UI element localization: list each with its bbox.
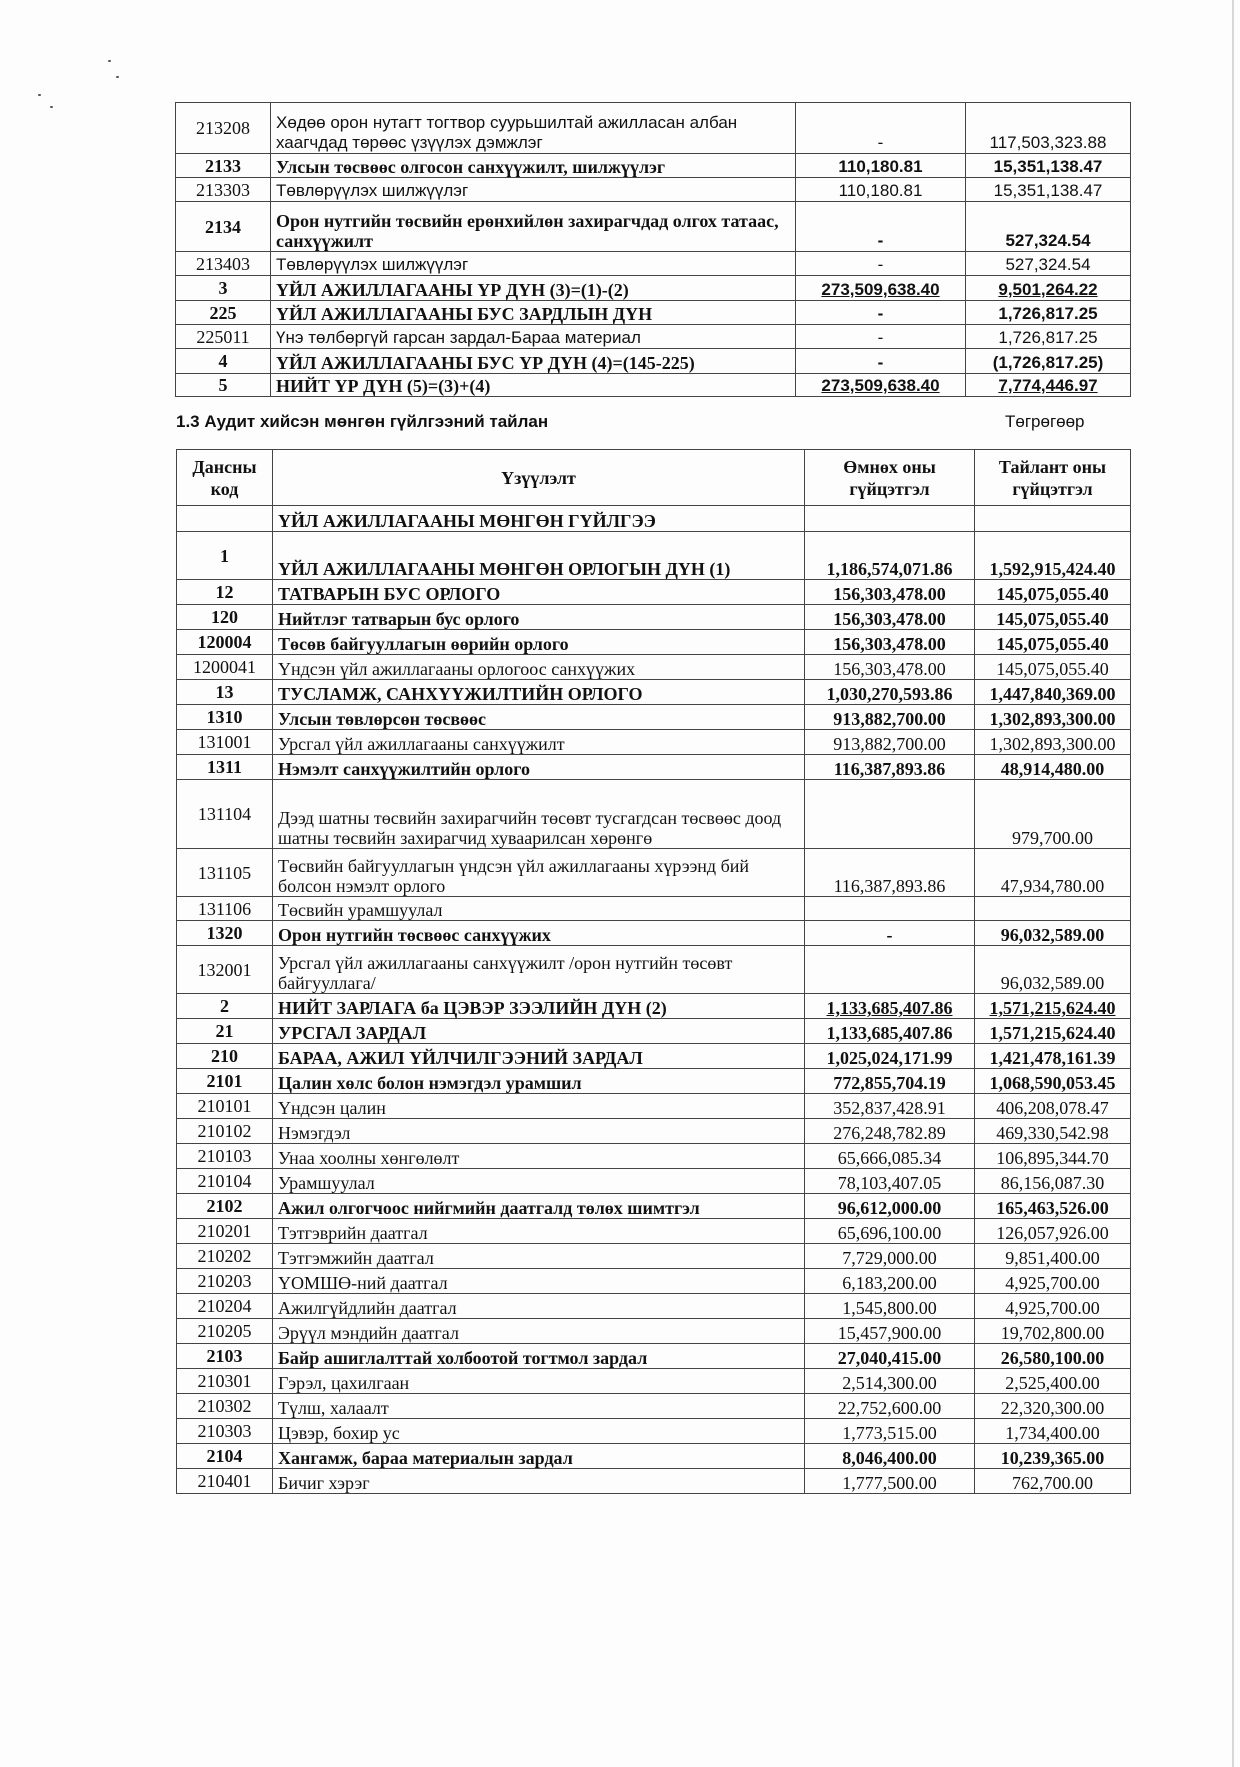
account-code-cell: 4 — [176, 349, 271, 374]
table-row — [177, 1219, 1131, 1244]
table-row — [177, 1169, 1131, 1194]
account-code-cell: 3 — [176, 276, 271, 301]
previous-year-cell: 273,509,638.40 — [796, 374, 966, 397]
description-cell: Тэтгэмжийн даатгал — [273, 1244, 805, 1269]
current-year-cell: 762,700.00 — [975, 1469, 1131, 1494]
table-row — [176, 325, 1131, 349]
header-indicator: Үзүүлэлт — [273, 450, 805, 506]
previous-year-cell: 156,303,478.00 — [805, 655, 975, 680]
description-cell: Нийтлэг татварын бус орлого — [273, 605, 805, 630]
table-row — [177, 921, 1131, 946]
previous-year-cell: 96,612,000.00 — [805, 1194, 975, 1219]
description-cell: БАРАА, АЖИЛ ҮЙЛЧИЛГЭЭНИЙ ЗАРДАЛ — [273, 1044, 805, 1069]
previous-year-cell: - — [796, 349, 966, 374]
account-code-cell: 210303 — [177, 1419, 273, 1444]
current-year-cell: 1,571,215,624.40 — [975, 1019, 1131, 1044]
account-code-cell: 210103 — [177, 1144, 273, 1169]
current-year-cell: 145,075,055.40 — [975, 580, 1131, 605]
account-code-cell: 2104 — [177, 1444, 273, 1469]
previous-year-cell: 110,180.81 — [796, 154, 966, 178]
description-cell: Байр ашиглалттай холбоотой тогтмол зардал — [273, 1344, 805, 1369]
description-cell: Урсгал үйл ажиллагааны санхүүжилт — [273, 730, 805, 755]
previous-year-cell: 352,837,428.91 — [805, 1094, 975, 1119]
previous-year-cell: - — [796, 202, 966, 252]
current-year-cell — [975, 506, 1131, 532]
description-cell: Хангамж, бараа материалын зардал — [273, 1444, 805, 1469]
description-cell: Гэрэл, цахилгаан — [273, 1369, 805, 1394]
previous-year-cell — [805, 897, 975, 921]
current-year-cell: 15,351,138.47 — [966, 178, 1131, 202]
account-code-cell: 120 — [177, 605, 273, 630]
description-cell: Төсвийн урамшуулал — [273, 897, 805, 921]
account-code-cell: 213403 — [176, 252, 271, 276]
previous-year-cell: 156,303,478.00 — [805, 580, 975, 605]
description-cell: Улсын төсвөөс олгосон санхүүжилт, шилжүүлэг — [271, 154, 796, 178]
previous-year-cell: 8,046,400.00 — [805, 1444, 975, 1469]
description-cell: Тэтгэврийн даатгал — [273, 1219, 805, 1244]
table-row — [177, 1044, 1131, 1069]
previous-year-cell: 2,514,300.00 — [805, 1369, 975, 1394]
previous-year-cell — [805, 946, 975, 994]
account-code-cell: 210401 — [177, 1469, 273, 1494]
description-cell: Нэмэгдэл — [273, 1119, 805, 1144]
current-year-cell: 145,075,055.40 — [975, 655, 1131, 680]
current-year-cell: 26,580,100.00 — [975, 1344, 1131, 1369]
current-year-cell: 979,700.00 — [975, 780, 1131, 849]
current-year-cell: 22,320,300.00 — [975, 1394, 1131, 1419]
previous-year-cell: 276,248,782.89 — [805, 1119, 975, 1144]
account-code-cell: 131104 — [177, 780, 273, 849]
description-cell: Улсын төвлөрсөн төсвөөс — [273, 705, 805, 730]
current-year-cell: 4,925,700.00 — [975, 1269, 1131, 1294]
previous-year-cell: 65,696,100.00 — [805, 1219, 975, 1244]
table-row — [177, 1119, 1131, 1144]
account-code-cell: 2101 — [177, 1069, 273, 1094]
table-row — [177, 780, 1131, 849]
description-cell: Төсвийн байгууллагын үндсэн үйл ажиллагааны хүрээнд бий болсон нэмэлт орлого — [273, 849, 805, 897]
description-cell: Орон нутгийн төсвийн ерөнхийлөн захирагчдад олгох татаас, санхүүжилт — [271, 202, 796, 252]
description-cell: Дээд шатны төсвийн захирагчийн төсөвт тусгагдсан төсвөөс доод шатны төсвийн захирагчид хуваарилсан хөрөнгө — [273, 780, 805, 849]
table-row — [177, 1394, 1131, 1419]
description-cell: Үнэ төлбөргүй гарсан зардал-Бараа материал — [271, 325, 796, 349]
current-year-cell: 4,925,700.00 — [975, 1294, 1131, 1319]
previous-year-cell: 65,666,085.34 — [805, 1144, 975, 1169]
table-row — [177, 1269, 1131, 1294]
previous-year-cell: 156,303,478.00 — [805, 605, 975, 630]
current-year-cell: 9,501,264.22 — [966, 276, 1131, 301]
currency-unit-label: Төгрөгөөр — [1005, 412, 1085, 431]
table-row — [176, 202, 1131, 252]
table-row — [177, 1344, 1131, 1369]
current-year-cell: 47,934,780.00 — [975, 849, 1131, 897]
account-code-cell: 210202 — [177, 1244, 273, 1269]
previous-year-cell: 15,457,900.00 — [805, 1319, 975, 1344]
table-row — [177, 1419, 1131, 1444]
previous-year-cell: 273,509,638.40 — [796, 276, 966, 301]
previous-year-cell: 27,040,415.00 — [805, 1344, 975, 1369]
table-row — [177, 580, 1131, 605]
account-code-cell: 210201 — [177, 1219, 273, 1244]
current-year-cell: 1,302,893,300.00 — [975, 730, 1131, 755]
current-year-cell: 19,702,800.00 — [975, 1319, 1131, 1344]
description-cell: Хөдөө орон нутагт тогтвор суурьшилтай ажилласан албан хаагчдад төрөөс үзүүлэх дэмжлэг — [271, 103, 796, 154]
account-code-cell: 13 — [177, 680, 273, 705]
current-year-cell: 1,447,840,369.00 — [975, 680, 1131, 705]
previous-year-cell: 772,855,704.19 — [805, 1069, 975, 1094]
description-cell: Урсгал үйл ажиллагааны санхүүжилт /орон нутгийн төсөвт байгууллага/ — [273, 946, 805, 994]
previous-year-cell: - — [796, 103, 966, 154]
table-row — [177, 755, 1131, 780]
previous-year-cell: 1,133,685,407.86 — [805, 994, 975, 1019]
description-cell: Урамшуулал — [273, 1169, 805, 1194]
table-row — [177, 1469, 1131, 1494]
previous-year-cell: 6,183,200.00 — [805, 1269, 975, 1294]
previous-year-cell: - — [796, 301, 966, 325]
account-code-cell: 2134 — [176, 202, 271, 252]
previous-year-cell: 1,186,574,071.86 — [805, 532, 975, 580]
current-year-cell: 2,525,400.00 — [975, 1369, 1131, 1394]
previous-year-cell: 22,752,600.00 — [805, 1394, 975, 1419]
table-row — [177, 605, 1131, 630]
account-code-cell: 2 — [177, 994, 273, 1019]
account-code-cell: 120004 — [177, 630, 273, 655]
account-code-cell: 210102 — [177, 1119, 273, 1144]
table-row — [177, 680, 1131, 705]
current-year-cell: 10,239,365.00 — [975, 1444, 1131, 1469]
current-year-cell: 1,571,215,624.40 — [975, 994, 1131, 1019]
header-account-code: Дансны код — [177, 450, 273, 506]
description-cell: НИЙТ ҮР ДҮН (5)=(3)+(4) — [271, 374, 796, 397]
results-table — [175, 102, 1131, 397]
account-code-cell: 2103 — [177, 1344, 273, 1369]
previous-year-cell: 116,387,893.86 — [805, 755, 975, 780]
account-code-cell: 225011 — [176, 325, 271, 349]
current-year-cell: 406,208,078.47 — [975, 1094, 1131, 1119]
previous-year-cell: - — [805, 921, 975, 946]
current-year-cell: 469,330,542.98 — [975, 1119, 1131, 1144]
description-cell: Үндсэн үйл ажиллагааны орлогоос санхүүжих — [273, 655, 805, 680]
table-row — [177, 1444, 1131, 1469]
current-year-cell: 7,774,446.97 — [966, 374, 1131, 397]
table-row — [177, 630, 1131, 655]
previous-year-cell: 1,025,024,171.99 — [805, 1044, 975, 1069]
description-cell: ҮОМШӨ-ний даатгал — [273, 1269, 805, 1294]
previous-year-cell — [805, 506, 975, 532]
table-row — [177, 1069, 1131, 1094]
description-cell: Унаа хоолны хөнгөлөлт — [273, 1144, 805, 1169]
current-year-cell: 527,324.54 — [966, 252, 1131, 276]
account-code-cell: 210205 — [177, 1319, 273, 1344]
account-code-cell: 132001 — [177, 946, 273, 994]
previous-year-cell: 1,133,685,407.86 — [805, 1019, 975, 1044]
current-year-cell: (1,726,817.25) — [966, 349, 1131, 374]
table-row — [176, 374, 1131, 397]
account-code-cell: 2133 — [176, 154, 271, 178]
current-year-cell: 106,895,344.70 — [975, 1144, 1131, 1169]
current-year-cell: 1,068,590,053.45 — [975, 1069, 1131, 1094]
table-row — [177, 730, 1131, 755]
previous-year-cell: 1,545,800.00 — [805, 1294, 975, 1319]
table-row — [177, 1019, 1131, 1044]
current-year-cell: 9,851,400.00 — [975, 1244, 1131, 1269]
current-year-cell: 96,032,589.00 — [975, 921, 1131, 946]
current-year-cell: 145,075,055.40 — [975, 630, 1131, 655]
previous-year-cell: 913,882,700.00 — [805, 705, 975, 730]
current-year-cell: 86,156,087.30 — [975, 1169, 1131, 1194]
table-row — [177, 1144, 1131, 1169]
description-cell: Цэвэр, бохир ус — [273, 1419, 805, 1444]
account-code-cell: 1310 — [177, 705, 273, 730]
header-row — [177, 450, 1131, 506]
table-row — [177, 532, 1131, 580]
current-year-cell: 1,302,893,300.00 — [975, 705, 1131, 730]
table-row — [177, 994, 1131, 1019]
account-code-cell: 213208 — [176, 103, 271, 154]
previous-year-cell: 1,777,500.00 — [805, 1469, 975, 1494]
account-code-cell: 5 — [176, 374, 271, 397]
current-year-cell: 126,057,926.00 — [975, 1219, 1131, 1244]
previous-year-cell: 110,180.81 — [796, 178, 966, 202]
account-code-cell: 131106 — [177, 897, 273, 921]
account-code-cell — [177, 506, 273, 532]
account-code-cell: 1311 — [177, 755, 273, 780]
account-code-cell: 210203 — [177, 1269, 273, 1294]
current-year-cell: 96,032,589.00 — [975, 946, 1131, 994]
table-row — [177, 1094, 1131, 1119]
account-code-cell: 1 — [177, 532, 273, 580]
account-code-cell: 1200041 — [177, 655, 273, 680]
account-code-cell: 225 — [176, 301, 271, 325]
description-cell: Орон нутгийн төсвөөс санхүүжих — [273, 921, 805, 946]
description-cell: ҮЙЛ АЖИЛЛАГААНЫ ҮР ДҮН (3)=(1)-(2) — [271, 276, 796, 301]
previous-year-cell: 78,103,407.05 — [805, 1169, 975, 1194]
account-code-cell: 12 — [177, 580, 273, 605]
previous-year-cell: 1,030,270,593.86 — [805, 680, 975, 705]
description-cell: НИЙТ ЗАРЛАГА ба ЦЭВЭР ЗЭЭЛИЙН ДҮН (2) — [273, 994, 805, 1019]
table-row — [176, 252, 1131, 276]
account-code-cell: 210204 — [177, 1294, 273, 1319]
table-row — [176, 178, 1131, 202]
previous-year-cell — [805, 780, 975, 849]
table-row — [177, 1319, 1131, 1344]
table-row — [176, 349, 1131, 374]
description-cell: Цалин хөлс болон нэмэгдэл урамшил — [273, 1069, 805, 1094]
description-cell: ҮЙЛ АЖИЛЛАГААНЫ БУС ҮР ДҮН (4)=(145-225) — [271, 349, 796, 374]
current-year-cell: 165,463,526.00 — [975, 1194, 1131, 1219]
description-cell: Нэмэлт санхүүжилтийн орлого — [273, 755, 805, 780]
account-code-cell: 131001 — [177, 730, 273, 755]
header-previous-year: Өмнөх оны гүйцэтгэл — [805, 450, 975, 506]
current-year-cell — [975, 897, 1131, 921]
table-row — [176, 154, 1131, 178]
current-year-cell: 1,726,817.25 — [966, 325, 1131, 349]
description-cell: Түлш, халаалт — [273, 1394, 805, 1419]
description-cell: Ажил олгогчоос нийгмийн даатгалд төлөх шимтгэл — [273, 1194, 805, 1219]
section-title: 1.3 Аудит хийсэн мөнгөн гүйлгээний тайлан — [176, 412, 549, 431]
current-year-cell: 1,734,400.00 — [975, 1419, 1131, 1444]
previous-year-cell: 913,882,700.00 — [805, 730, 975, 755]
table-row — [177, 897, 1131, 921]
description-cell: Эрүүл мэндийн даатгал — [273, 1319, 805, 1344]
description-cell: ҮЙЛ АЖИЛЛАГААНЫ БУС ЗАРДЛЫН ДҮН — [271, 301, 796, 325]
table-row — [177, 705, 1131, 730]
account-code-cell: 21 — [177, 1019, 273, 1044]
table-row — [177, 1369, 1131, 1394]
table-row — [176, 301, 1131, 325]
current-year-cell: 1,421,478,161.39 — [975, 1044, 1131, 1069]
current-year-cell: 145,075,055.40 — [975, 605, 1131, 630]
current-year-cell: 1,592,915,424.40 — [975, 532, 1131, 580]
current-year-cell: 1,726,817.25 — [966, 301, 1131, 325]
header-current-year: Тайлант оны гүйцэтгэл — [975, 450, 1131, 506]
table-row — [177, 506, 1131, 532]
account-code-cell: 131105 — [177, 849, 273, 897]
description-cell: ҮЙЛ АЖИЛЛАГААНЫ МӨНГӨН ГҮЙЛГЭЭ — [273, 506, 805, 532]
current-year-cell: 117,503,323.88 — [966, 103, 1131, 154]
description-cell: Бичиг хэрэг — [273, 1469, 805, 1494]
table-row — [177, 1244, 1131, 1269]
current-year-cell: 527,324.54 — [966, 202, 1131, 252]
scan-specks — [36, 58, 126, 118]
previous-year-cell: - — [796, 325, 966, 349]
current-year-cell: 15,351,138.47 — [966, 154, 1131, 178]
table-row — [177, 1294, 1131, 1319]
table-row — [176, 103, 1131, 154]
account-code-cell: 1320 — [177, 921, 273, 946]
account-code-cell: 2102 — [177, 1194, 273, 1219]
account-code-cell: 210104 — [177, 1169, 273, 1194]
table-row — [177, 946, 1131, 994]
description-cell: Төсөв байгууллагын өөрийн орлого — [273, 630, 805, 655]
table-row — [177, 849, 1131, 897]
account-code-cell: 210301 — [177, 1369, 273, 1394]
account-code-cell: 210 — [177, 1044, 273, 1069]
table-row — [176, 276, 1131, 301]
description-cell: ТУСЛАМЖ, САНХҮҮЖИЛТИЙН ОРЛОГО — [273, 680, 805, 705]
previous-year-cell: 156,303,478.00 — [805, 630, 975, 655]
description-cell: Төвлөрүүлэх шилжүүлэг — [271, 178, 796, 202]
table-row — [177, 1194, 1131, 1219]
description-cell: УРСГАЛ ЗАРДАЛ — [273, 1019, 805, 1044]
description-cell: Үндсэн цалин — [273, 1094, 805, 1119]
account-code-cell: 210101 — [177, 1094, 273, 1119]
previous-year-cell: 1,773,515.00 — [805, 1419, 975, 1444]
description-cell: Ажилгүйдлийн даатгал — [273, 1294, 805, 1319]
table-row — [177, 655, 1131, 680]
previous-year-cell: 116,387,893.86 — [805, 849, 975, 897]
description-cell: Төвлөрүүлэх шилжүүлэг — [271, 252, 796, 276]
previous-year-cell: 7,729,000.00 — [805, 1244, 975, 1269]
description-cell: ТАТВАРЫН БУС ОРЛОГО — [273, 580, 805, 605]
previous-year-cell: - — [796, 252, 966, 276]
cash-flow-table — [176, 449, 1131, 1494]
account-code-cell: 210302 — [177, 1394, 273, 1419]
page-edge — [1232, 0, 1234, 1767]
current-year-cell: 48,914,480.00 — [975, 755, 1131, 780]
description-cell: ҮЙЛ АЖИЛЛАГААНЫ МӨНГӨН ОРЛОГЫН ДҮН (1) — [273, 532, 805, 580]
account-code-cell: 213303 — [176, 178, 271, 202]
